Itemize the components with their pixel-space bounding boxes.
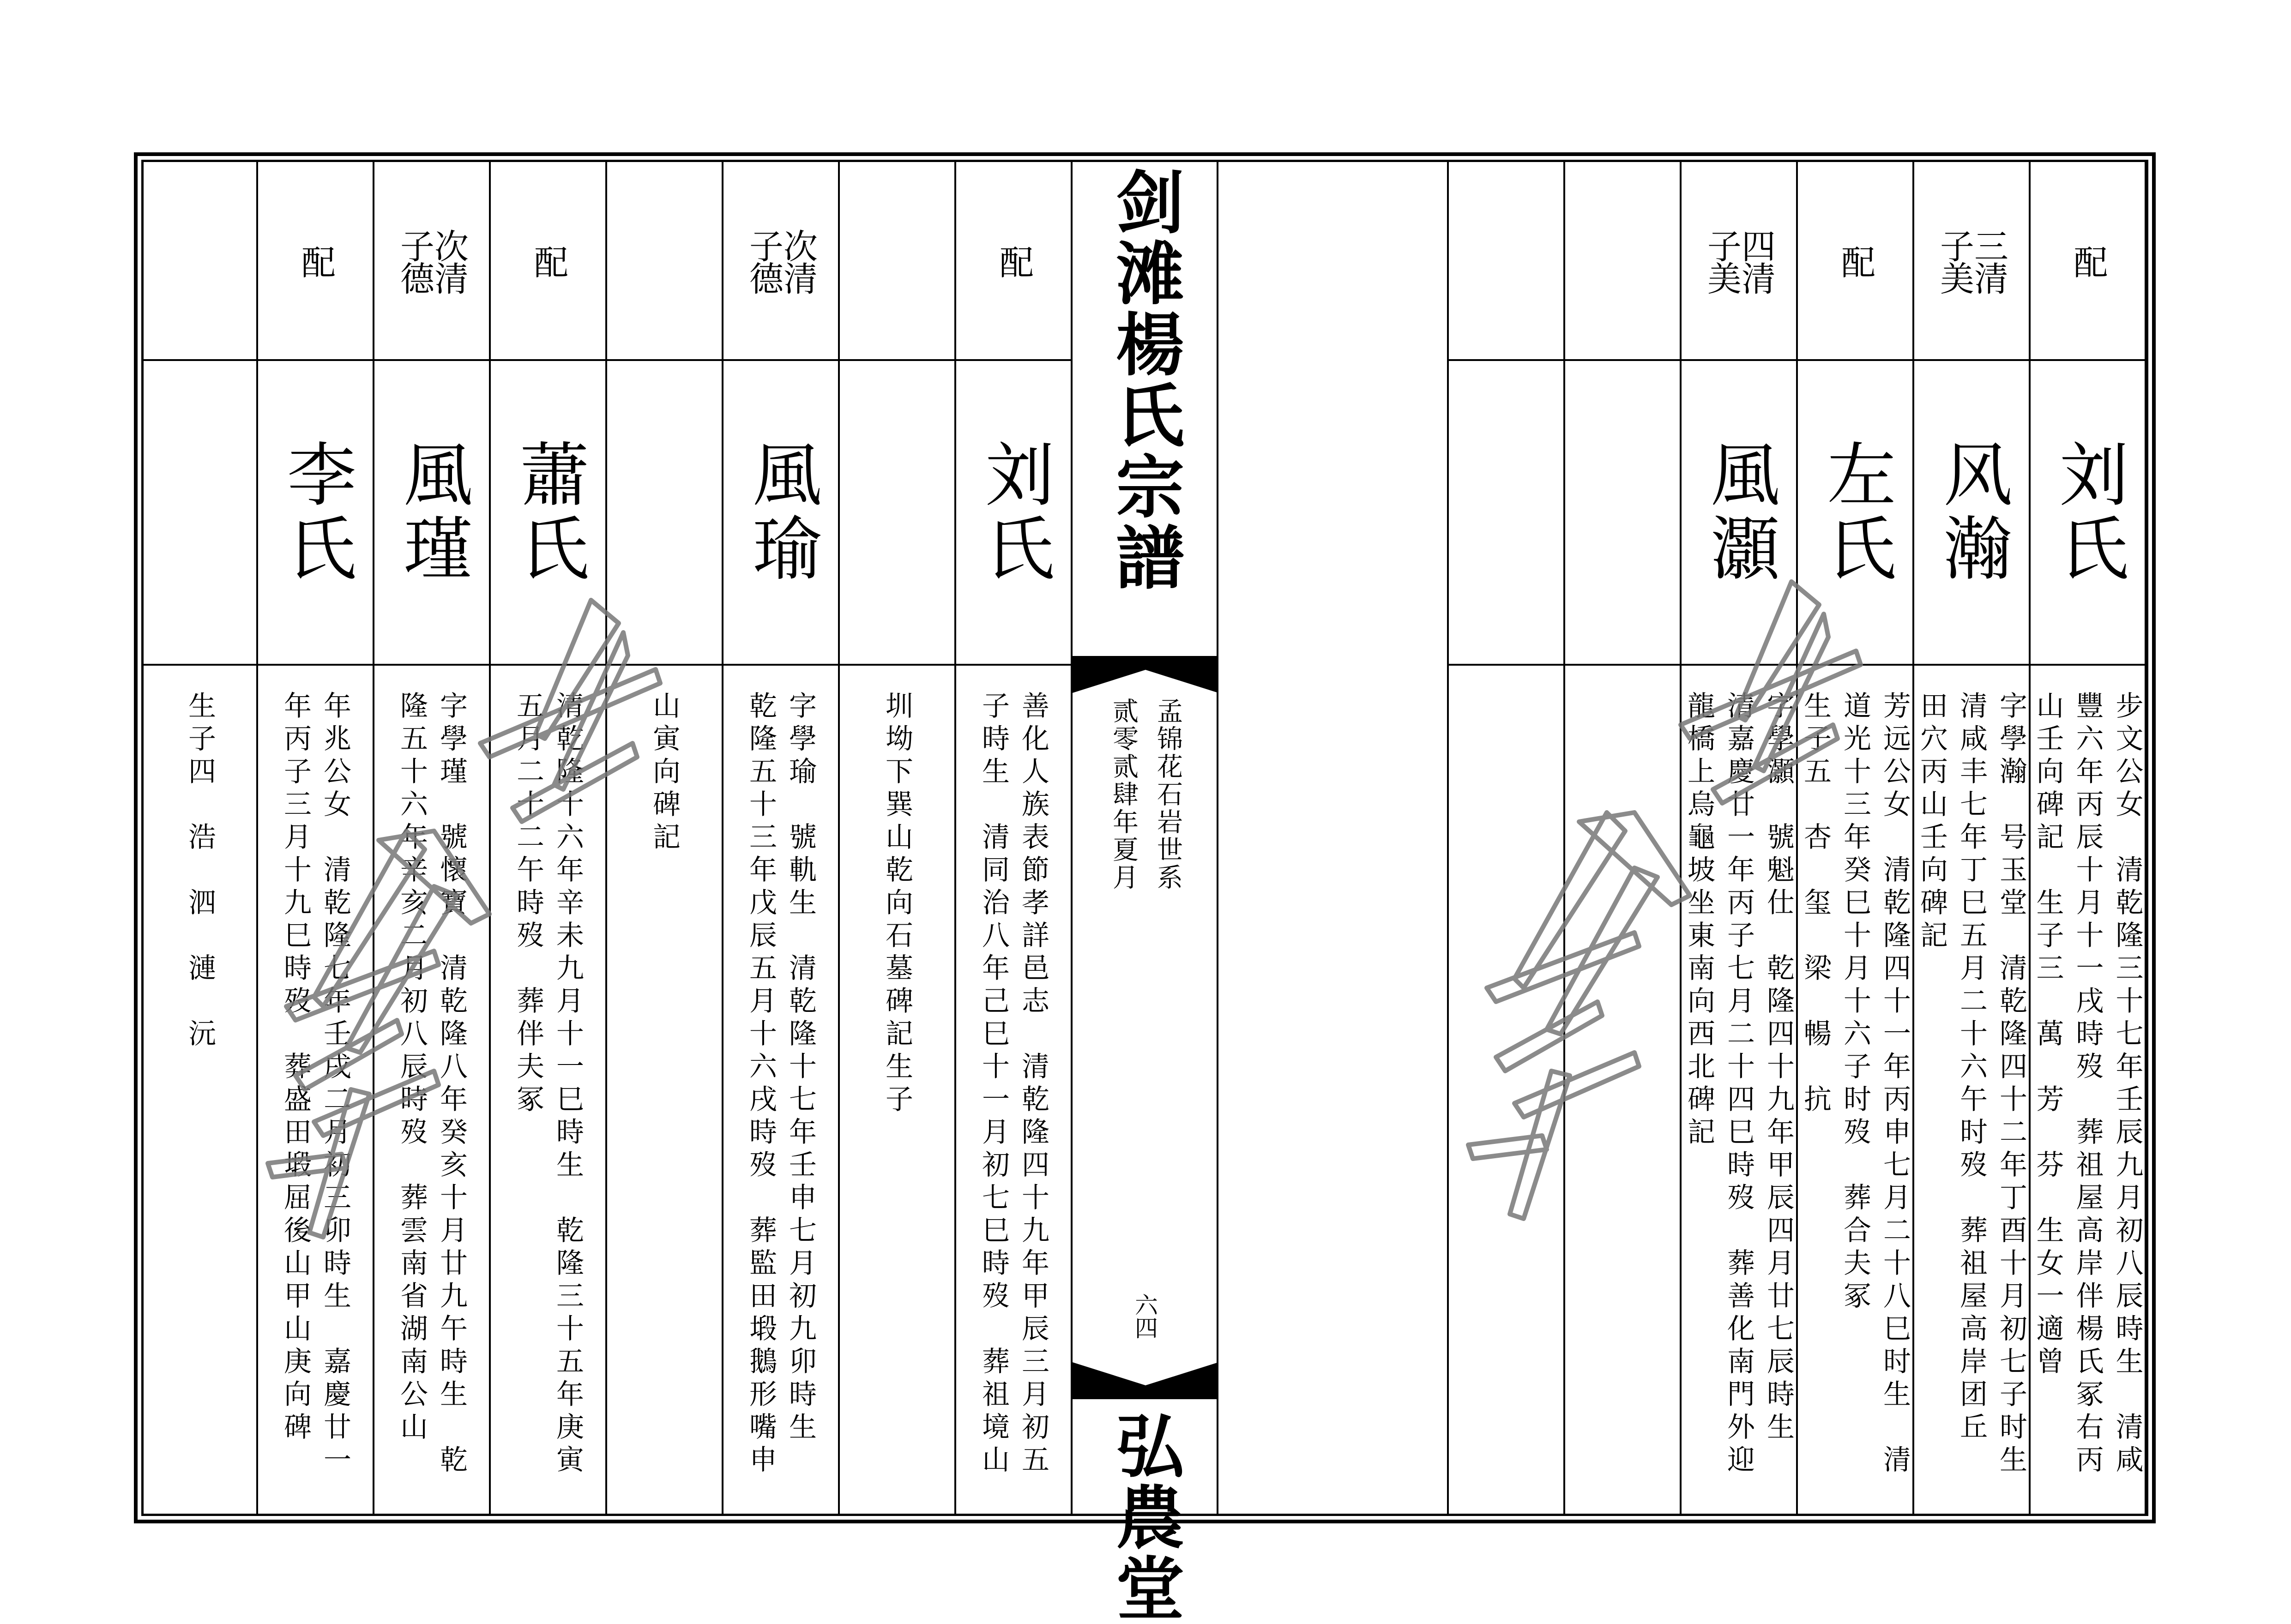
- biography-line: 字學瀚 号玉堂 清乾隆四十二年丁酉十月初七子时生: [1995, 691, 2027, 1478]
- branch-info: [1085, 698, 1206, 993]
- biography-line: 山寅向碑記: [648, 691, 681, 855]
- relation-label: 子德: [395, 228, 434, 293]
- column-2: [1914, 162, 2031, 1514]
- column-8: [374, 162, 491, 1514]
- relation-label: 次清: [429, 228, 469, 293]
- biography-line: 隆五十六年辛亥二月初八辰時歿 葬雲南省湖南公山: [396, 691, 428, 1445]
- relation-cell: [1914, 162, 2029, 361]
- relation-cell: [607, 162, 722, 361]
- relation-cell: [2031, 162, 2145, 361]
- name-cell: [491, 361, 605, 666]
- biography-line: 清乾隆十六年辛未九月十一巳時生 乾隆三十五年庚寅: [552, 691, 584, 1478]
- biography-line: 生子五 杏 玺 梁 暢 抗: [1799, 691, 1832, 1117]
- relation-cell: [144, 162, 256, 361]
- biography-cell: [374, 666, 489, 1514]
- person-name: 蕭氏: [508, 439, 588, 586]
- column-spare-right-2: [1449, 162, 1565, 1514]
- relation-label: 配: [2068, 244, 2108, 277]
- column-3: [1798, 162, 1914, 1514]
- column-5b: [840, 162, 956, 1514]
- column-9: [258, 162, 374, 1514]
- column-6: [723, 162, 840, 1514]
- biography-line: 字學瑾 號懷寶 清乾隆八年癸亥十月廿九午時生 乾: [435, 691, 468, 1478]
- relation-label: 四清: [1736, 228, 1776, 293]
- person-name: 刘氏: [2047, 439, 2128, 586]
- biography-line: 子時生 清同治八年己巳十一月初七巳時歿 葬祖境山: [977, 691, 1010, 1478]
- biography-cell: [1914, 666, 2029, 1514]
- biography-line: 步文公女 清乾隆三十七年壬辰九月初八辰時生 清咸: [2111, 691, 2144, 1478]
- biography-cell: [723, 666, 838, 1514]
- name-cell: [840, 361, 954, 666]
- book-title-area: [1073, 167, 1217, 656]
- biography-line: 道光十三年癸巳十月十六子时歿 葬合夫冢: [1839, 691, 1871, 1314]
- biography-line: 乾隆五十三年戊辰五月十六戌時歿 葬監田塅鵝形嘴申: [745, 691, 777, 1478]
- biography-line: 圳坳下巽山乾向石墓碑記生子: [881, 691, 913, 1117]
- edition-date: 贰零贰肆年夏月: [1109, 698, 1139, 891]
- name-cell: [2031, 361, 2145, 666]
- biography-cell: [1682, 666, 1796, 1514]
- column-1: [2031, 162, 2146, 1514]
- biography-cell: [2031, 666, 2145, 1514]
- relation-cell: [1449, 162, 1563, 361]
- biography-cell: [491, 666, 605, 1514]
- name-cell: [144, 361, 256, 666]
- biography-line: 年兆公女 清乾隆七年壬戌二月初三卯時生 嘉慶廿一: [319, 691, 351, 1478]
- name-cell: [956, 361, 1071, 666]
- person-name: 風瑜: [741, 439, 821, 586]
- relation-label: 配: [295, 244, 336, 277]
- biography-line: 山壬向碑記 生子三 萬 芳 芬 生女一適曾: [2032, 691, 2064, 1379]
- name-cell: [1914, 361, 2029, 666]
- biography-cell: [258, 666, 373, 1514]
- biography-line: 清嘉慶廿一年丙子七月二十四巳時歿 葬善化南門外迎: [1723, 691, 1755, 1478]
- biography-cell: [607, 666, 722, 1514]
- person-name: 风瀚: [1931, 439, 2012, 586]
- column-spare-right: [1565, 162, 1682, 1514]
- name-cell: [607, 361, 722, 666]
- relation-label: 子美: [1702, 228, 1742, 293]
- biography-line: 生子四 浩 泗 漣 沅: [184, 691, 216, 1052]
- name-cell: [1682, 361, 1796, 666]
- relation-cell: [374, 162, 489, 361]
- relation-label: 配: [528, 244, 568, 277]
- title-strip: [1073, 162, 1218, 1624]
- relation-label: 子美: [1935, 228, 1974, 293]
- biography-line: 善化人族表節孝詳邑志 清乾隆四十九年甲辰三月初五: [1017, 691, 1049, 1478]
- biography-line: 字學灝 號魁仕 乾隆四十九年甲辰四月廿七辰時生: [1762, 691, 1795, 1445]
- relation-cell: [956, 162, 1071, 361]
- biography-line: 豐六年丙辰十月十一戌時歿 葬祖屋高岸伴楊氏冢右丙: [2071, 691, 2104, 1478]
- name-cell: [374, 361, 489, 666]
- biography-cell: [956, 666, 1071, 1514]
- biography-line: 龍橋上烏龜坡坐東南向西北碑記: [1683, 691, 1715, 1150]
- person-name: 風瑾: [392, 439, 472, 586]
- biography-cell: [144, 666, 256, 1514]
- relation-cell: [1565, 162, 1680, 361]
- name-cell: [1565, 361, 1680, 666]
- person-name: 左氏: [1815, 439, 1895, 586]
- column-4: [1682, 162, 1798, 1514]
- page-number-area: [1073, 1293, 1217, 1339]
- relation-cell: [491, 162, 605, 361]
- page-number: 六四: [1131, 1293, 1158, 1339]
- relation-label: 次清: [778, 228, 818, 293]
- column-7: [491, 162, 607, 1514]
- name-cell: [1449, 361, 1563, 666]
- biography-cell: [840, 666, 954, 1514]
- person-name: 李氏: [275, 439, 356, 586]
- branch-label: 孟锦花石岩世系: [1153, 698, 1183, 891]
- biography-line: 芳远公女 清乾隆四十一年丙申七月二十八巳时生 清: [1879, 691, 1911, 1478]
- ribbon-top: [1073, 656, 1218, 693]
- biography-line: 年丙子三月十九巳時歿 葬盛田塅屈後山甲山庚向碑: [279, 691, 312, 1445]
- relation-label: 子德: [744, 228, 784, 293]
- column-gap: [1218, 162, 1449, 1514]
- name-cell: [1798, 361, 1912, 666]
- book-title: 剑滩楊氏宗譜: [1105, 167, 1184, 593]
- name-cell: [258, 361, 373, 666]
- relation-cell: [1682, 162, 1796, 361]
- biography-line: 字學瑜 號軌生 清乾隆十七年壬申七月初九卯時生: [784, 691, 817, 1445]
- person-name: 刘氏: [973, 439, 1054, 586]
- relation-cell: [840, 162, 954, 361]
- biography-line: 清咸丰七年丁巳五月二十六午时歿 葬祖屋高岸团丘: [1955, 691, 1988, 1445]
- relation-label: 三清: [1969, 228, 2008, 293]
- ribbon-bottom: [1073, 1362, 1218, 1399]
- person-name: 風灝: [1699, 439, 1779, 586]
- relation-label: 配: [1835, 244, 1875, 277]
- relation-cell: [723, 162, 838, 361]
- column-5: [956, 162, 1073, 1514]
- hall-name: 弘農堂: [1105, 1411, 1184, 1624]
- biography-cell: [1798, 666, 1912, 1514]
- relation-cell: [1798, 162, 1912, 361]
- biography-line: 田穴丙山壬向碑記: [1916, 691, 1948, 953]
- column-9b: [144, 162, 258, 1514]
- relation-label: 配: [994, 244, 1034, 277]
- column-6b: [607, 162, 723, 1514]
- relation-cell: [258, 162, 373, 361]
- relation-cell: [1218, 162, 1447, 361]
- hall-name-area: [1073, 1411, 1217, 1624]
- name-cell: [723, 361, 838, 666]
- biography-line: 五月二十二午時歿 葬伴夫冢: [512, 691, 544, 1117]
